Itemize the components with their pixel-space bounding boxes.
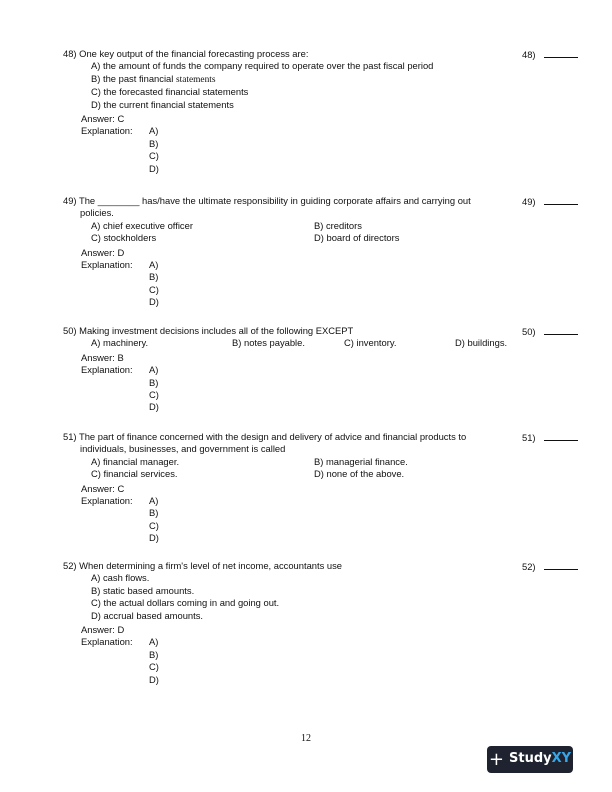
choice-b: B) creditors (314, 219, 362, 231)
choice-b: B) managerial finance. (314, 455, 408, 467)
explanation (81, 259, 583, 309)
question-stem: 48) One key output of the financial forecasting process are: (63, 48, 309, 59)
answer-blank (544, 325, 578, 335)
explanation-label: Explanation: (81, 364, 133, 376)
logo-prefix: Study (509, 751, 552, 767)
choices (91, 572, 583, 622)
choice-b: B) static based amounts. (91, 584, 195, 596)
choice-d: D) board of directors (314, 232, 400, 244)
answer-number-label: 50) (522, 325, 578, 338)
answer-number-label: 52) (522, 560, 578, 573)
explanation-item: C) (149, 150, 159, 162)
choices (91, 337, 583, 349)
explanation-item: D) (149, 401, 159, 413)
choice-a: A) the amount of funds the company required to operate over the past fiscal period (91, 60, 434, 72)
answer-blank (544, 560, 578, 570)
explanation-items (149, 495, 159, 545)
choice-d: D) the current financial statements (91, 98, 234, 110)
explanation-item: D) (149, 162, 159, 174)
explanation-item: B) (149, 507, 159, 519)
answer-line: Answer: D (81, 246, 125, 258)
question-51 (63, 431, 583, 545)
answer-number-label: 48) (522, 48, 578, 61)
question-49 (63, 195, 583, 309)
choice-b: B) the past financial statements (91, 72, 216, 85)
choice-b-serif-text: statements (175, 74, 216, 85)
logo-suffix: XY (551, 751, 572, 767)
explanation-item: D) (149, 532, 159, 544)
explanation-item: B) (149, 376, 159, 388)
explanation-item: B) (149, 137, 159, 149)
choice-d: D) buildings. (455, 337, 508, 349)
question-50 (63, 325, 583, 414)
page-number: 12 (301, 733, 311, 744)
explanation (81, 636, 583, 686)
studyxy-logo (487, 746, 573, 773)
explanation-label: Explanation: (81, 125, 133, 137)
explanation-label: Explanation: (81, 259, 133, 271)
explanation-item: D) (149, 296, 159, 308)
explanation (81, 364, 583, 414)
explanation-label: Explanation: (81, 495, 133, 507)
explanation-item: A) (149, 259, 159, 271)
explanation-item: B) (149, 271, 159, 283)
explanation-label: Explanation: (81, 636, 133, 648)
plus-icon: + (488, 748, 505, 770)
answer-line: Answer: D (81, 624, 125, 636)
choice-a: A) machinery. (91, 337, 149, 349)
explanation-item: A) (149, 364, 159, 376)
choice-c: C) the actual dollars coming in and going out. (91, 597, 280, 609)
explanation-items (149, 636, 159, 686)
choice-a: A) financial manager. (91, 455, 180, 467)
choice-c: C) stockholders (91, 232, 157, 244)
explanation-items (149, 364, 159, 414)
question-48 (63, 48, 583, 175)
answer-blank (544, 431, 578, 441)
explanation-items (149, 259, 159, 309)
choice-b: B) notes payable. (232, 337, 305, 349)
explanation-item: A) (149, 495, 159, 507)
explanation-item: A) (149, 125, 159, 137)
answer-number-label: 51) (522, 431, 578, 444)
answer-line: Answer: B (81, 351, 124, 363)
explanation-item: A) (149, 636, 159, 648)
choice-c: C) inventory. (344, 337, 397, 349)
choices (91, 60, 583, 111)
answer-number-label: 49) (522, 195, 578, 208)
choices (91, 456, 583, 481)
choice-d: D) none of the above. (314, 468, 405, 480)
answer-line: Answer: C (81, 113, 125, 125)
explanation (81, 125, 583, 175)
answer-blank (544, 195, 578, 205)
explanation-item: C) (149, 519, 159, 531)
question-stem: 52) When determining a firm's level of net income, accountants use (63, 560, 343, 571)
question-stem: 49) The ________ has/have the ultimate responsibility in guiding corporate affairs and carrying out policies. (63, 195, 471, 219)
explanation-item: B) (149, 648, 159, 660)
explanation-item: C) (149, 389, 159, 400)
choices (91, 220, 583, 245)
explanation (81, 495, 583, 545)
question-stem: 51) The part of finance concerned with the design and delivery of advice and financial products to individuals, businesses, and government is called (63, 431, 467, 455)
choice-d: D) accrual based amounts. (91, 609, 204, 621)
choice-c: C) financial services. (91, 468, 178, 480)
explanation-item: D) (149, 673, 159, 685)
explanation-items (149, 125, 159, 175)
answer-blank (544, 48, 578, 58)
question-stem: 50) Making investment decisions includes all of the following EXCEPT (63, 325, 354, 336)
answer-line: Answer: C (81, 482, 125, 494)
explanation-item: C) (149, 283, 159, 295)
choice-a: A) chief executive officer (91, 219, 193, 231)
choice-c: C) the forecasted financial statements (91, 86, 249, 98)
explanation-item: C) (149, 661, 159, 673)
question-52 (63, 560, 583, 686)
choice-a: A) cash flows. (91, 572, 150, 584)
